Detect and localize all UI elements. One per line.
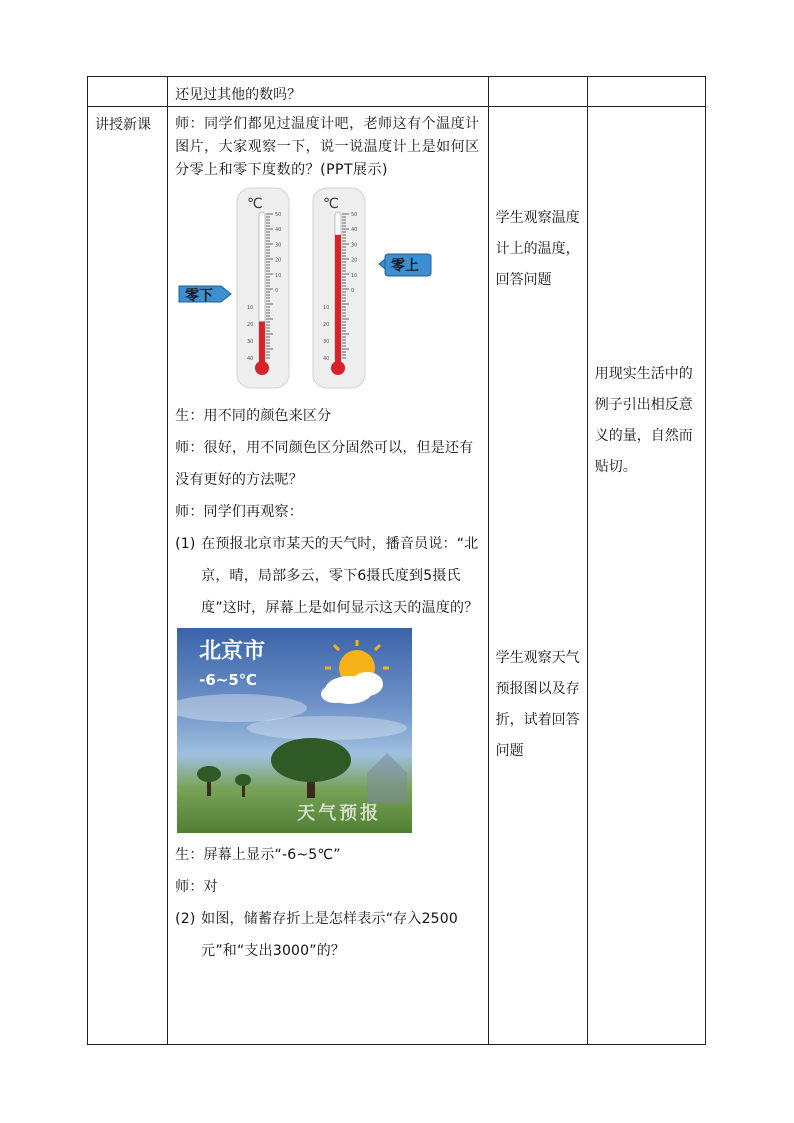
tick-label: 20 xyxy=(323,322,330,328)
design-intent: 用现实生活中的例子引出相反意义的量，自然而贴切。 xyxy=(594,366,693,475)
tick-label: 0 xyxy=(351,288,355,294)
callout-above xyxy=(379,254,431,276)
cell-design-intent xyxy=(587,107,705,1045)
weather-city: 北京市 xyxy=(199,639,266,664)
weather-temp: -6~5℃ xyxy=(199,671,257,689)
cell-content xyxy=(168,107,489,1045)
tick-label: 40 xyxy=(323,356,330,362)
cell-empty xyxy=(488,77,587,107)
item-number: (2) xyxy=(175,911,196,927)
callout-above-label: 零上 xyxy=(391,258,420,274)
cloud-icon xyxy=(321,672,383,704)
tick-label: 40 xyxy=(275,227,282,234)
tick-label: 50 xyxy=(351,212,358,218)
cell-stage xyxy=(88,107,168,1045)
tick-label: 30 xyxy=(351,242,358,249)
mercury-right xyxy=(335,235,341,364)
cell-empty xyxy=(587,77,705,107)
tick-label: 40 xyxy=(247,356,254,362)
paragraph: 生：用不同的颜色来区分 xyxy=(175,408,332,424)
thermometer-figure xyxy=(175,182,495,392)
list-item xyxy=(175,903,482,967)
callout-below-label: 零下 xyxy=(185,288,214,304)
mercury-left xyxy=(259,321,265,364)
cell-student-activity xyxy=(488,107,587,1045)
stage-label: 讲授新课 xyxy=(95,117,151,133)
tick-label: 30 xyxy=(323,339,330,345)
tick-label: 20 xyxy=(247,322,254,328)
paragraph: 师：同学们都见过温度计吧，老师这有个温度计图片，大家观察一下，说一说温度计上是如何区分零上和零下度数的？(PPT展示) xyxy=(175,116,480,178)
paragraph: 生：屏幕上显示“-6~5℃” xyxy=(175,847,341,863)
tick-label: 10 xyxy=(323,305,330,311)
tick-label: 20 xyxy=(351,257,358,264)
student-activity-1: 学生观察温度计上的温度，回答问题 xyxy=(495,210,580,288)
cell-question xyxy=(168,77,489,107)
item-text: 如图，储蓄存折上是怎样表示“存入2500元”和“支出3000”的？ xyxy=(201,911,459,959)
tick-label: 10 xyxy=(247,305,254,311)
tick-label: 40 xyxy=(351,227,358,234)
table-row xyxy=(88,77,706,107)
item-number: (1) xyxy=(175,536,196,552)
callout-below xyxy=(179,286,231,304)
list-item xyxy=(175,528,482,624)
tick-label: 20 xyxy=(275,257,282,264)
paragraph: 师：对 xyxy=(175,879,218,895)
tick-label: 30 xyxy=(275,242,282,249)
lesson-table xyxy=(87,76,706,1045)
tick-label: 30 xyxy=(247,339,254,345)
item-text: 在预报北京市某天的天气时，播音员说：“北京，晴，局部多云，零下6摄氏度到5摄氏度”这时，屏幕上是如何显示这天的温度的？ xyxy=(201,536,479,616)
tick-label: 10 xyxy=(275,272,282,279)
question-text: 还见过其他的数吗？ xyxy=(175,87,302,103)
weather-forecast-image xyxy=(177,628,412,833)
paragraph: 师：同学们再观察： xyxy=(175,504,303,520)
thermometer-left-unit: ℃ xyxy=(247,196,263,212)
tick-label: 0 xyxy=(275,288,279,294)
thermometer-right-unit: ℃ xyxy=(323,196,339,212)
paragraph: 师：很好，用不同颜色区分固然可以，但是还有没有更好的方法呢？ xyxy=(175,440,474,488)
table-row xyxy=(88,107,706,1045)
tick-label: 50 xyxy=(275,212,282,218)
weather-watermark: 天气预报 xyxy=(297,803,382,824)
bulb-left xyxy=(255,361,269,375)
tree-icon xyxy=(197,738,351,798)
bulb-right xyxy=(331,361,345,375)
cell-empty xyxy=(88,77,168,107)
student-activity-2: 学生观察天气预报图以及存折，试着回答问题 xyxy=(495,650,580,759)
tick-label: 10 xyxy=(351,272,358,279)
